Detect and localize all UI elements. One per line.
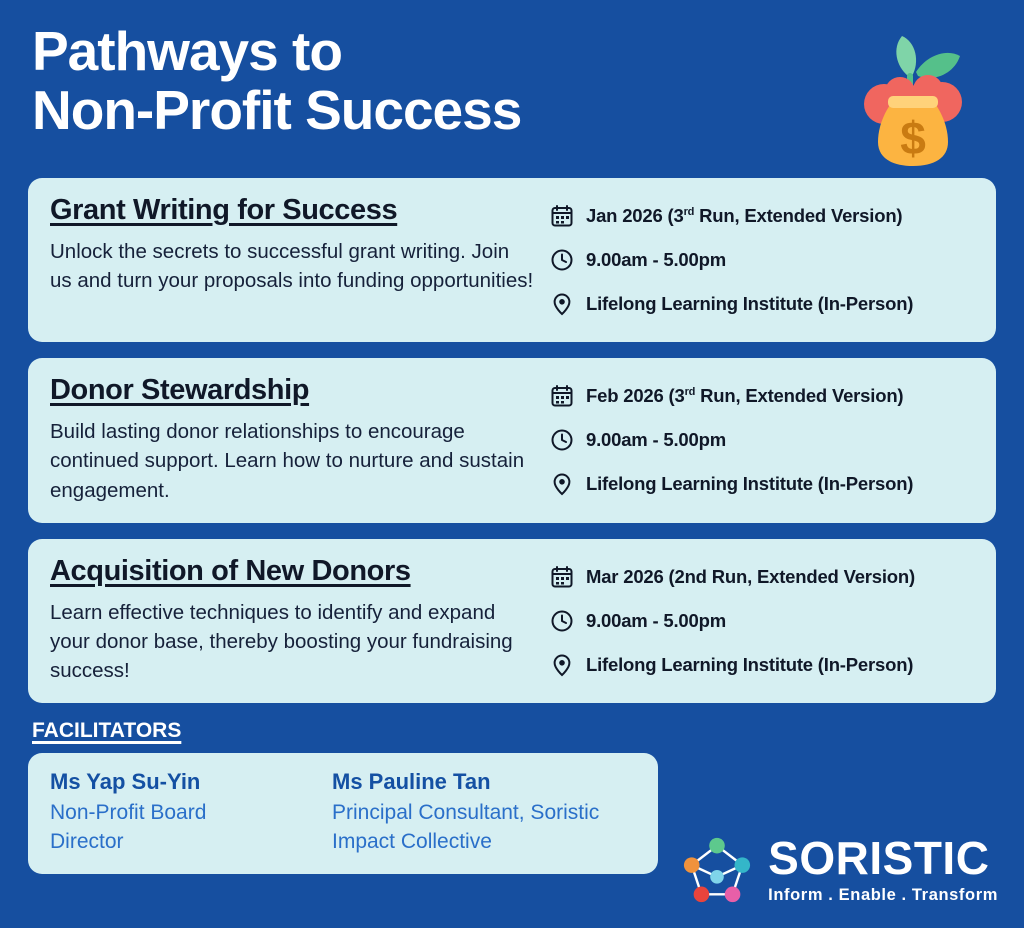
course-card-meta bbox=[550, 194, 974, 316]
course-date-row bbox=[550, 565, 974, 589]
page-title-line-2: Non-Profit Success bbox=[32, 78, 522, 141]
facilitator-name: Ms Pauline Tan bbox=[332, 769, 491, 795]
course-date: Jan 2026 (3rd Run, Extended Version) bbox=[586, 205, 903, 226]
course-title: Grant Writing for Success bbox=[50, 194, 398, 226]
course-time: 9.00am - 5.00pm bbox=[586, 249, 726, 270]
calendar-icon bbox=[550, 204, 574, 228]
facilitators-heading: FACILITATORS bbox=[32, 719, 182, 743]
course-card-left bbox=[50, 555, 550, 686]
location-pin-icon bbox=[550, 653, 574, 677]
svg-text:$: $ bbox=[900, 112, 926, 164]
clock-icon bbox=[550, 248, 574, 272]
poster-header bbox=[0, 0, 1024, 178]
course-time: 9.00am - 5.00pm bbox=[586, 429, 726, 450]
course-date-row bbox=[550, 384, 974, 408]
course-title: Donor Stewardship bbox=[50, 374, 310, 406]
facilitator-item bbox=[50, 769, 280, 856]
course-title: Acquisition of New Donors bbox=[50, 554, 411, 587]
soristic-wordmark-block bbox=[768, 832, 998, 905]
course-card bbox=[28, 539, 996, 704]
course-date: Mar 2026 (2nd Run, Extended Version) bbox=[586, 565, 915, 587]
soristic-wordmark: SORISTIC bbox=[768, 832, 990, 884]
money-plant-illustration-icon bbox=[830, 14, 990, 174]
facilitator-item bbox=[332, 769, 632, 856]
course-card-left bbox=[50, 374, 550, 505]
location-pin-icon bbox=[550, 472, 574, 496]
course-location-row bbox=[550, 292, 974, 316]
soristic-logo bbox=[678, 834, 998, 906]
course-description: Build lasting donor relationships to encourage continued support. Learn how to nurture and sustain engagement. bbox=[50, 420, 525, 502]
course-list bbox=[0, 178, 1024, 703]
course-date-row bbox=[550, 204, 974, 228]
calendar-icon bbox=[550, 384, 574, 408]
course-location: Lifelong Learning Institute (In-Person) bbox=[586, 293, 914, 314]
course-date: Feb 2026 (3rd Run, Extended Version) bbox=[586, 385, 904, 406]
course-card bbox=[28, 178, 996, 342]
course-location-row bbox=[550, 472, 974, 496]
clock-icon bbox=[550, 428, 574, 452]
course-location-row bbox=[550, 653, 974, 677]
page-title bbox=[32, 22, 792, 140]
course-description: Unlock the secrets to successful grant writing. Join us and turn your proposals into funding opportunities! bbox=[50, 240, 534, 293]
facilitator-role: Non-Profit Board Director bbox=[50, 801, 207, 853]
course-time-row bbox=[550, 609, 974, 633]
soristic-tagline: Inform . Enable . Transform bbox=[768, 886, 998, 904]
soristic-logo-icon bbox=[678, 834, 756, 906]
facilitator-role: Principal Consultant, Soristic Impact Collective bbox=[332, 801, 600, 853]
course-description: Learn effective techniques to identify and expand your donor base, thereby boosting your fundraising success! bbox=[50, 601, 513, 683]
facilitator-name: Ms Yap Su-Yin bbox=[50, 769, 201, 795]
course-card-meta bbox=[550, 374, 974, 496]
course-time: 9.00am - 5.00pm bbox=[586, 609, 726, 631]
course-location: Lifelong Learning Institute (In-Person) bbox=[586, 473, 914, 494]
course-time-row bbox=[550, 248, 974, 272]
course-card-meta bbox=[550, 555, 974, 677]
course-card-left bbox=[50, 194, 550, 296]
course-location: Lifelong Learning Institute (In-Person) bbox=[586, 653, 914, 675]
facilitators-box bbox=[28, 753, 658, 874]
course-time-row bbox=[550, 428, 974, 452]
course-card bbox=[28, 358, 996, 523]
page-title-line-1: Pathways to bbox=[32, 20, 342, 82]
calendar-icon bbox=[550, 565, 574, 589]
clock-icon bbox=[550, 609, 574, 633]
location-pin-icon bbox=[550, 292, 574, 316]
